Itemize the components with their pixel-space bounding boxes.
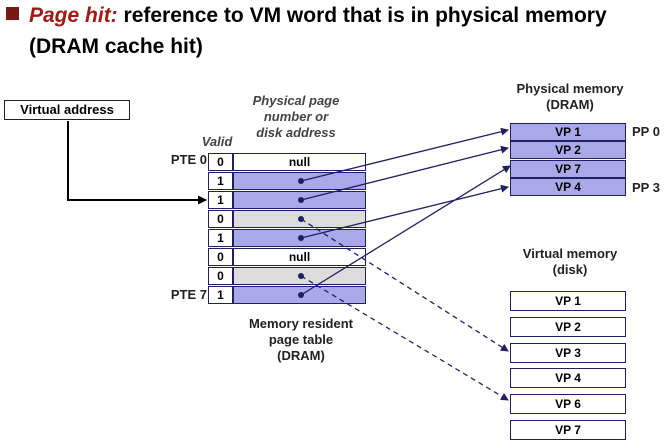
pte-0-label: PTE 0 xyxy=(170,152,207,167)
physical-page: VP 4 xyxy=(510,178,626,196)
pp-0-label: PP 0 xyxy=(632,124,660,139)
page-table-addr-header: Physical page number or disk address xyxy=(252,93,340,140)
pte-valid: 1 xyxy=(208,172,233,190)
valid-header: Valid xyxy=(201,134,233,149)
disk-page: VP 4 xyxy=(510,368,626,388)
disk-page: VP 3 xyxy=(510,343,626,363)
pte-7-label: PTE 7 xyxy=(170,287,207,302)
disk-pointer-arrow xyxy=(301,276,508,400)
physical-page: VP 7 xyxy=(510,160,626,178)
pte-valid: 0 xyxy=(208,153,233,171)
pte-address: null xyxy=(233,153,366,171)
disk-page: VP 2 xyxy=(510,317,626,337)
pte-valid: 0 xyxy=(208,248,233,266)
pp-3-label: PP 3 xyxy=(632,180,660,195)
physical-page: VP 2 xyxy=(510,141,626,159)
pte-valid: 0 xyxy=(208,267,233,285)
virtual-memory-title: Virtual memory (disk) xyxy=(522,246,618,277)
pte-valid: 1 xyxy=(208,229,233,247)
pte-address: null xyxy=(233,248,366,266)
disk-pointer-arrow xyxy=(301,219,508,351)
disk-page: VP 7 xyxy=(510,420,626,440)
virtual-address-arrow xyxy=(68,121,206,200)
pte-valid: 1 xyxy=(208,286,233,304)
disk-page: VP 6 xyxy=(510,394,626,414)
physical-memory-title: Physical memory (DRAM) xyxy=(516,81,624,112)
title-term: Page hit: xyxy=(29,4,118,27)
pte-valid: 0 xyxy=(208,210,233,228)
disk-page: VP 1 xyxy=(510,291,626,311)
title-line2: (DRAM cache hit) xyxy=(29,35,203,58)
page-table-caption: Memory resident page table (DRAM) xyxy=(248,316,354,363)
pointer-arrow xyxy=(301,187,508,238)
title-line1: reference to VM word that is in physical memory xyxy=(117,4,607,27)
virtual-address-box: Virtual address xyxy=(4,100,130,120)
physical-page: VP 1 xyxy=(510,123,626,141)
pte-valid: 1 xyxy=(208,191,233,209)
